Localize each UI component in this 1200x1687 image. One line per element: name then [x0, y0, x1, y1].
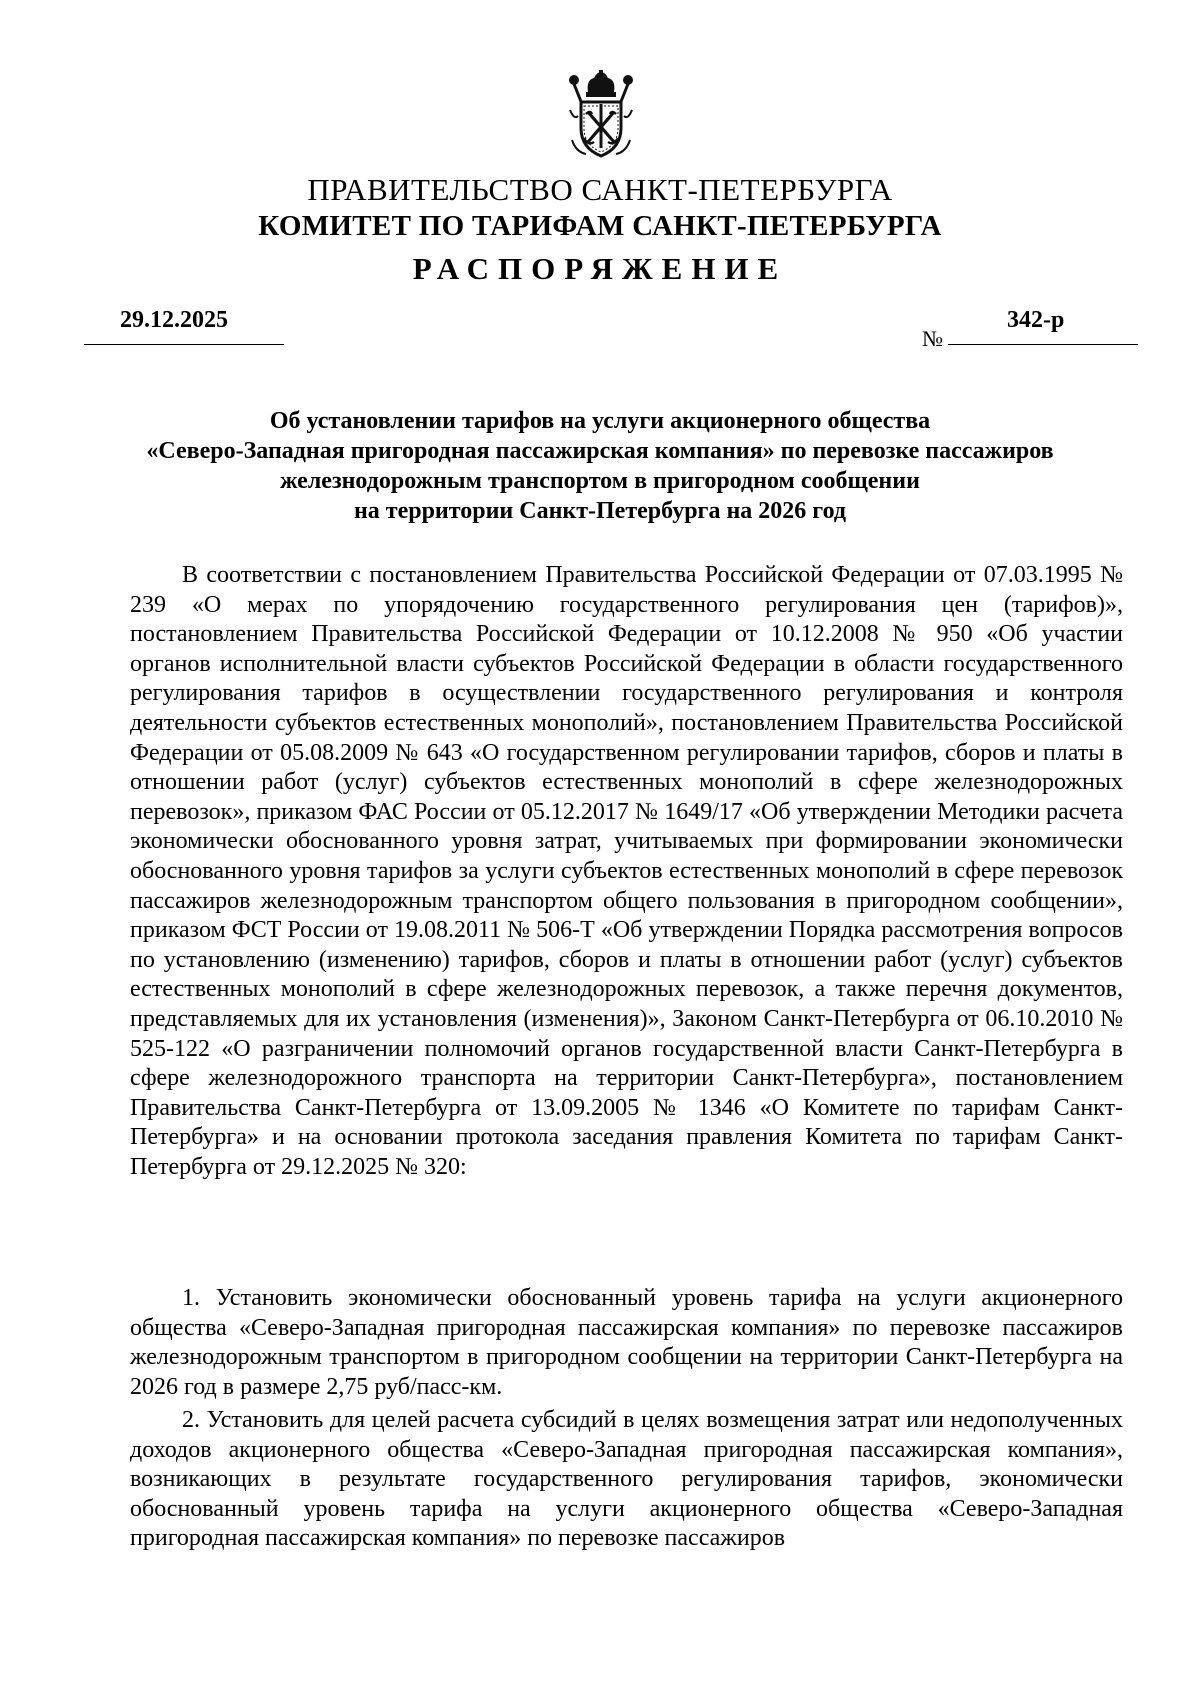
- government-title: ПРАВИТЕЛЬСТВО САНКТ-ПЕТЕРБУРГА: [307, 172, 893, 207]
- document-date: 29.12.2025: [120, 307, 228, 333]
- coat-of-arms-icon: [564, 70, 638, 158]
- committee-title: КОМИТЕТ ПО ТАРИФАМ САНКТ-ПЕТЕРБУРГА: [258, 210, 942, 242]
- item-1-text: 1. Установить экономически обоснованный уровень тарифа на услуги акционерного общества «Северо-Западная пригородная пассажирская компания» по перевозке пассажиров железнодорожным транспортом в пригородном сообщении на территории Санкт-Петербурга на 2026 год в размере 2,75 руб/пасс-км.: [130, 1285, 1123, 1400]
- subject-line: Об установлении тарифов на услуги акционерного общества: [269, 408, 931, 434]
- document-subject: [100, 406, 1100, 526]
- item-2-paragraph: [130, 1406, 1123, 1554]
- subject-line: железнодорожным транспортом в пригородном сообщении: [280, 468, 920, 494]
- date-underline: [84, 344, 284, 345]
- number-underline: [948, 344, 1138, 345]
- subject-line: «Северо-Западная пригородная пассажирская компания» по перевозке пассажиров: [146, 438, 1054, 464]
- subject-line: на территории Санкт-Петербурга на 2026 год: [353, 498, 847, 524]
- item-1-paragraph: [130, 1284, 1123, 1402]
- item-2-text: 2. Установить для целей расчета субсидий в целях возмещения затрат или недополученных доходов акционерного общества «Северо-Западная пригородная пассажирская компания», возникающих в результате государственного регулирования тарифов, экономически обоснованный уровень тарифа на услуги акционерного общества «Северо-Западная пригородная пассажирская компания» по перевозке пассажиров: [130, 1407, 1123, 1552]
- number-label: №: [922, 326, 943, 351]
- document-type: РАСПОРЯЖЕНИЕ: [412, 251, 788, 286]
- document-number: 342-р: [1007, 307, 1065, 333]
- preamble-paragraph: [130, 561, 1123, 1182]
- preamble-text: В соответствии с постановлением Правительства Российской Федерации от 07.03.1995 № 239 «О мерах по упорядочению государственного регулирования цен (тарифов)», постановлением Правительства Российской Федерации от 10.12.2008 № 950 «Об участии органов исполнительной власти субъектов Российской Федерации в области государственного регулирования тарифов в осуществлении государственного регулирования и контроля деятельности субъектов естественных монополий», постановлением Правительства Российской Федерации от 05.08.2009 № 643 «О государственном регулировании тарифов, сборов и платы в отношении работ (услуг) субъектов естественных монополий в сфере железнодорожных перевозок», приказом ФАС России от 05.12.2017 № 1649/17 «Об утверждении Методики расчета экономически обоснованного уровня затрат, учитываемых при формировании экономически обоснованного уровня тарифов за услуги субъектов естественных монополий в сфере перевозок пассажиров железнодорожным транспортом общего пользования в пригородном сообщении», приказом ФСТ России от 19.08.2011 № 506-Т «Об утверждении Порядка рассмотрения вопросов по установлению (изменению) тарифов, сборов и платы в отношении работ (услуг) субъектов естественных монополий в сфере железнодорожных перевозок, а также перечня документов, представляемых для их установления (изменения)», Законом Санкт-Петербурга от 06.10.2010 № 525-122 «О разграничении полномочий органов государственной власти Санкт-Петербурга в сфере железнодорожного транспорта на территории Санкт-Петербурга», постановлением Правительства Санкт-Петербурга от 13.09.2005 № 1346 «О Комитете по тарифам Санкт-Петербурга» и на основании протокола заседания правления Комитета по тарифам Санкт-Петербурга от 29.12.2025 № 320:: [130, 562, 1123, 1180]
